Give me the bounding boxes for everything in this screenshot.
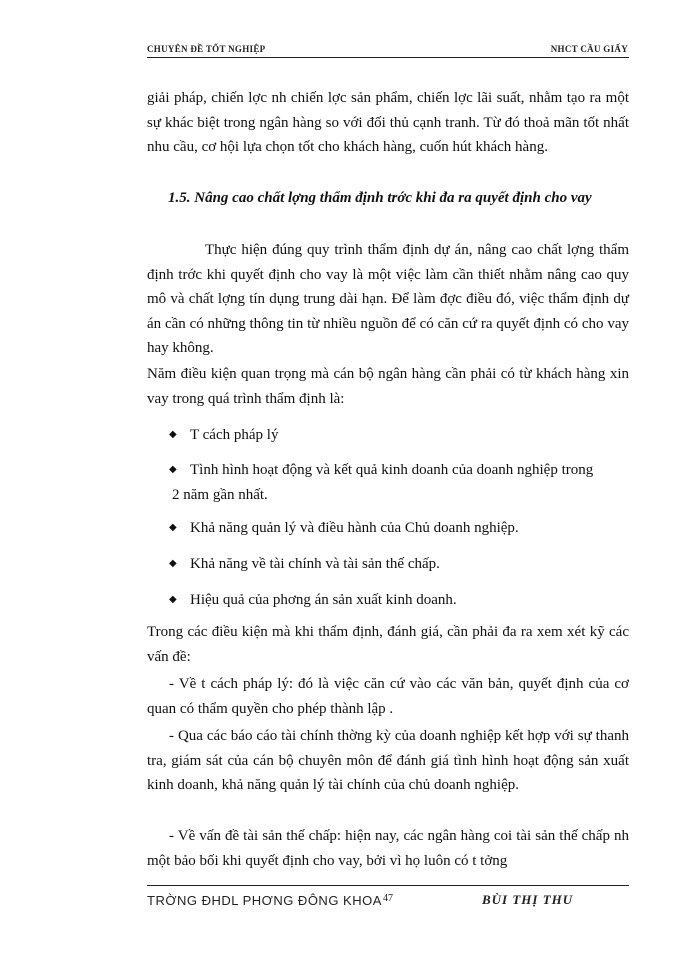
list-item [147,552,629,577]
paragraph-6: - Qua các báo cáo tài chính thờng kỳ của doanh nghiệp kết hợp với sự thanh tra, giám sát của cán bộ chuyên môn để đánh giá tình hình hoạt động sản xuất kinh doanh, khả năng quản lý tài chính của chủ doanh nghiệp. [147,728,629,793]
footer-right: BÙI THỊ THU [482,892,574,907]
paragraph-5: - Về t cách pháp lý: đó là việc căn cứ vào các văn bản, quyết định của cơ quan có thẩm quyền cho phép thành lập . [147,676,629,717]
list-item [147,516,629,541]
bullet-dot-icon: ◆ [169,522,177,533]
list-item-text: Khả năng về tài chính và tài sản thế chấp. [190,556,440,572]
header-right: NHCT CẦU GIẤY [550,44,628,54]
list-item-text: Hiệu quả của phơng án sản xuất kinh doanh. [190,592,457,608]
paragraph-1: giải pháp, chiến lợc nh chiến lợc sản phẩm, chiến lợc lãi suất, nhằm tạo ra một sự khác biệt trong ngân hàng so với đối thủ cạnh tranh. Từ đó thoả mãn tốt nhất nhu cầu, cơ hội lựa chọn tốt cho khách hàng, cuốn hút khách hàng. [147,90,629,155]
paragraph-2: Thực hiện đúng quy trình thẩm định dự án, nâng cao chất lợng thẩm định trớc khi quyết định cho vay là một việc làm cần thiết nhằm nâng cao quy mô và chất lợng tín dụng trung dài hạn. Để làm đợc điều đó, việc thẩm định dự án cần có những thông tin từ nhiều nguồn để có căn cứ ra quyết định có cho vay hay không. [147,242,629,356]
page-number: 47 [383,893,393,904]
bullet-dot-icon: ◆ [169,594,177,605]
list-item-text: Khả năng quản lý và điều hành của Chủ doanh nghiệp. [190,520,519,536]
list-item-continuation: 2 năm gần nhất. [172,486,268,503]
section-heading: 1.5. Nâng cao chất lợng thẩm định trớc khi đa ra quyết định cho vay [168,190,592,206]
list-item-text: Tình hình hoạt động và kết quả kinh doanh của doanh nghiệp trong [190,462,594,478]
footer-left: TRỜNG ĐHDL PHƠNG ĐÔNG KHOA [147,893,382,908]
paragraph-7: - Về vấn đề tài sản thế chấp: hiện nay, các ngân hàng coi tài sản thế chấp nh một bảo bối khi quyết định cho vay, bởi vì họ luôn có t tởng [147,828,629,869]
list-item [147,458,629,507]
list-item [147,588,629,613]
paragraph-3: Năm điều kiện quan trọng mà cán bộ ngân hàng cần phải có từ khách hàng xin vay trong quá trình thẩm định là: [147,366,629,407]
list-item [147,423,629,448]
bullet-dot-icon: ◆ [169,464,177,475]
footer-rule [147,885,629,886]
bullet-dot-icon: ◆ [169,558,177,569]
header-rule [147,57,629,58]
paragraph-4: Trong các điều kiện mà khi thẩm định, đánh giá, cần phải đa ra xem xét kỹ các vấn đề: [147,624,629,665]
list-item-text: T cách pháp lý [190,427,279,443]
header-left: CHUYÊN ĐỀ TỐT NGHIỆP [147,44,266,54]
bullet-dot-icon: ◆ [169,429,177,440]
